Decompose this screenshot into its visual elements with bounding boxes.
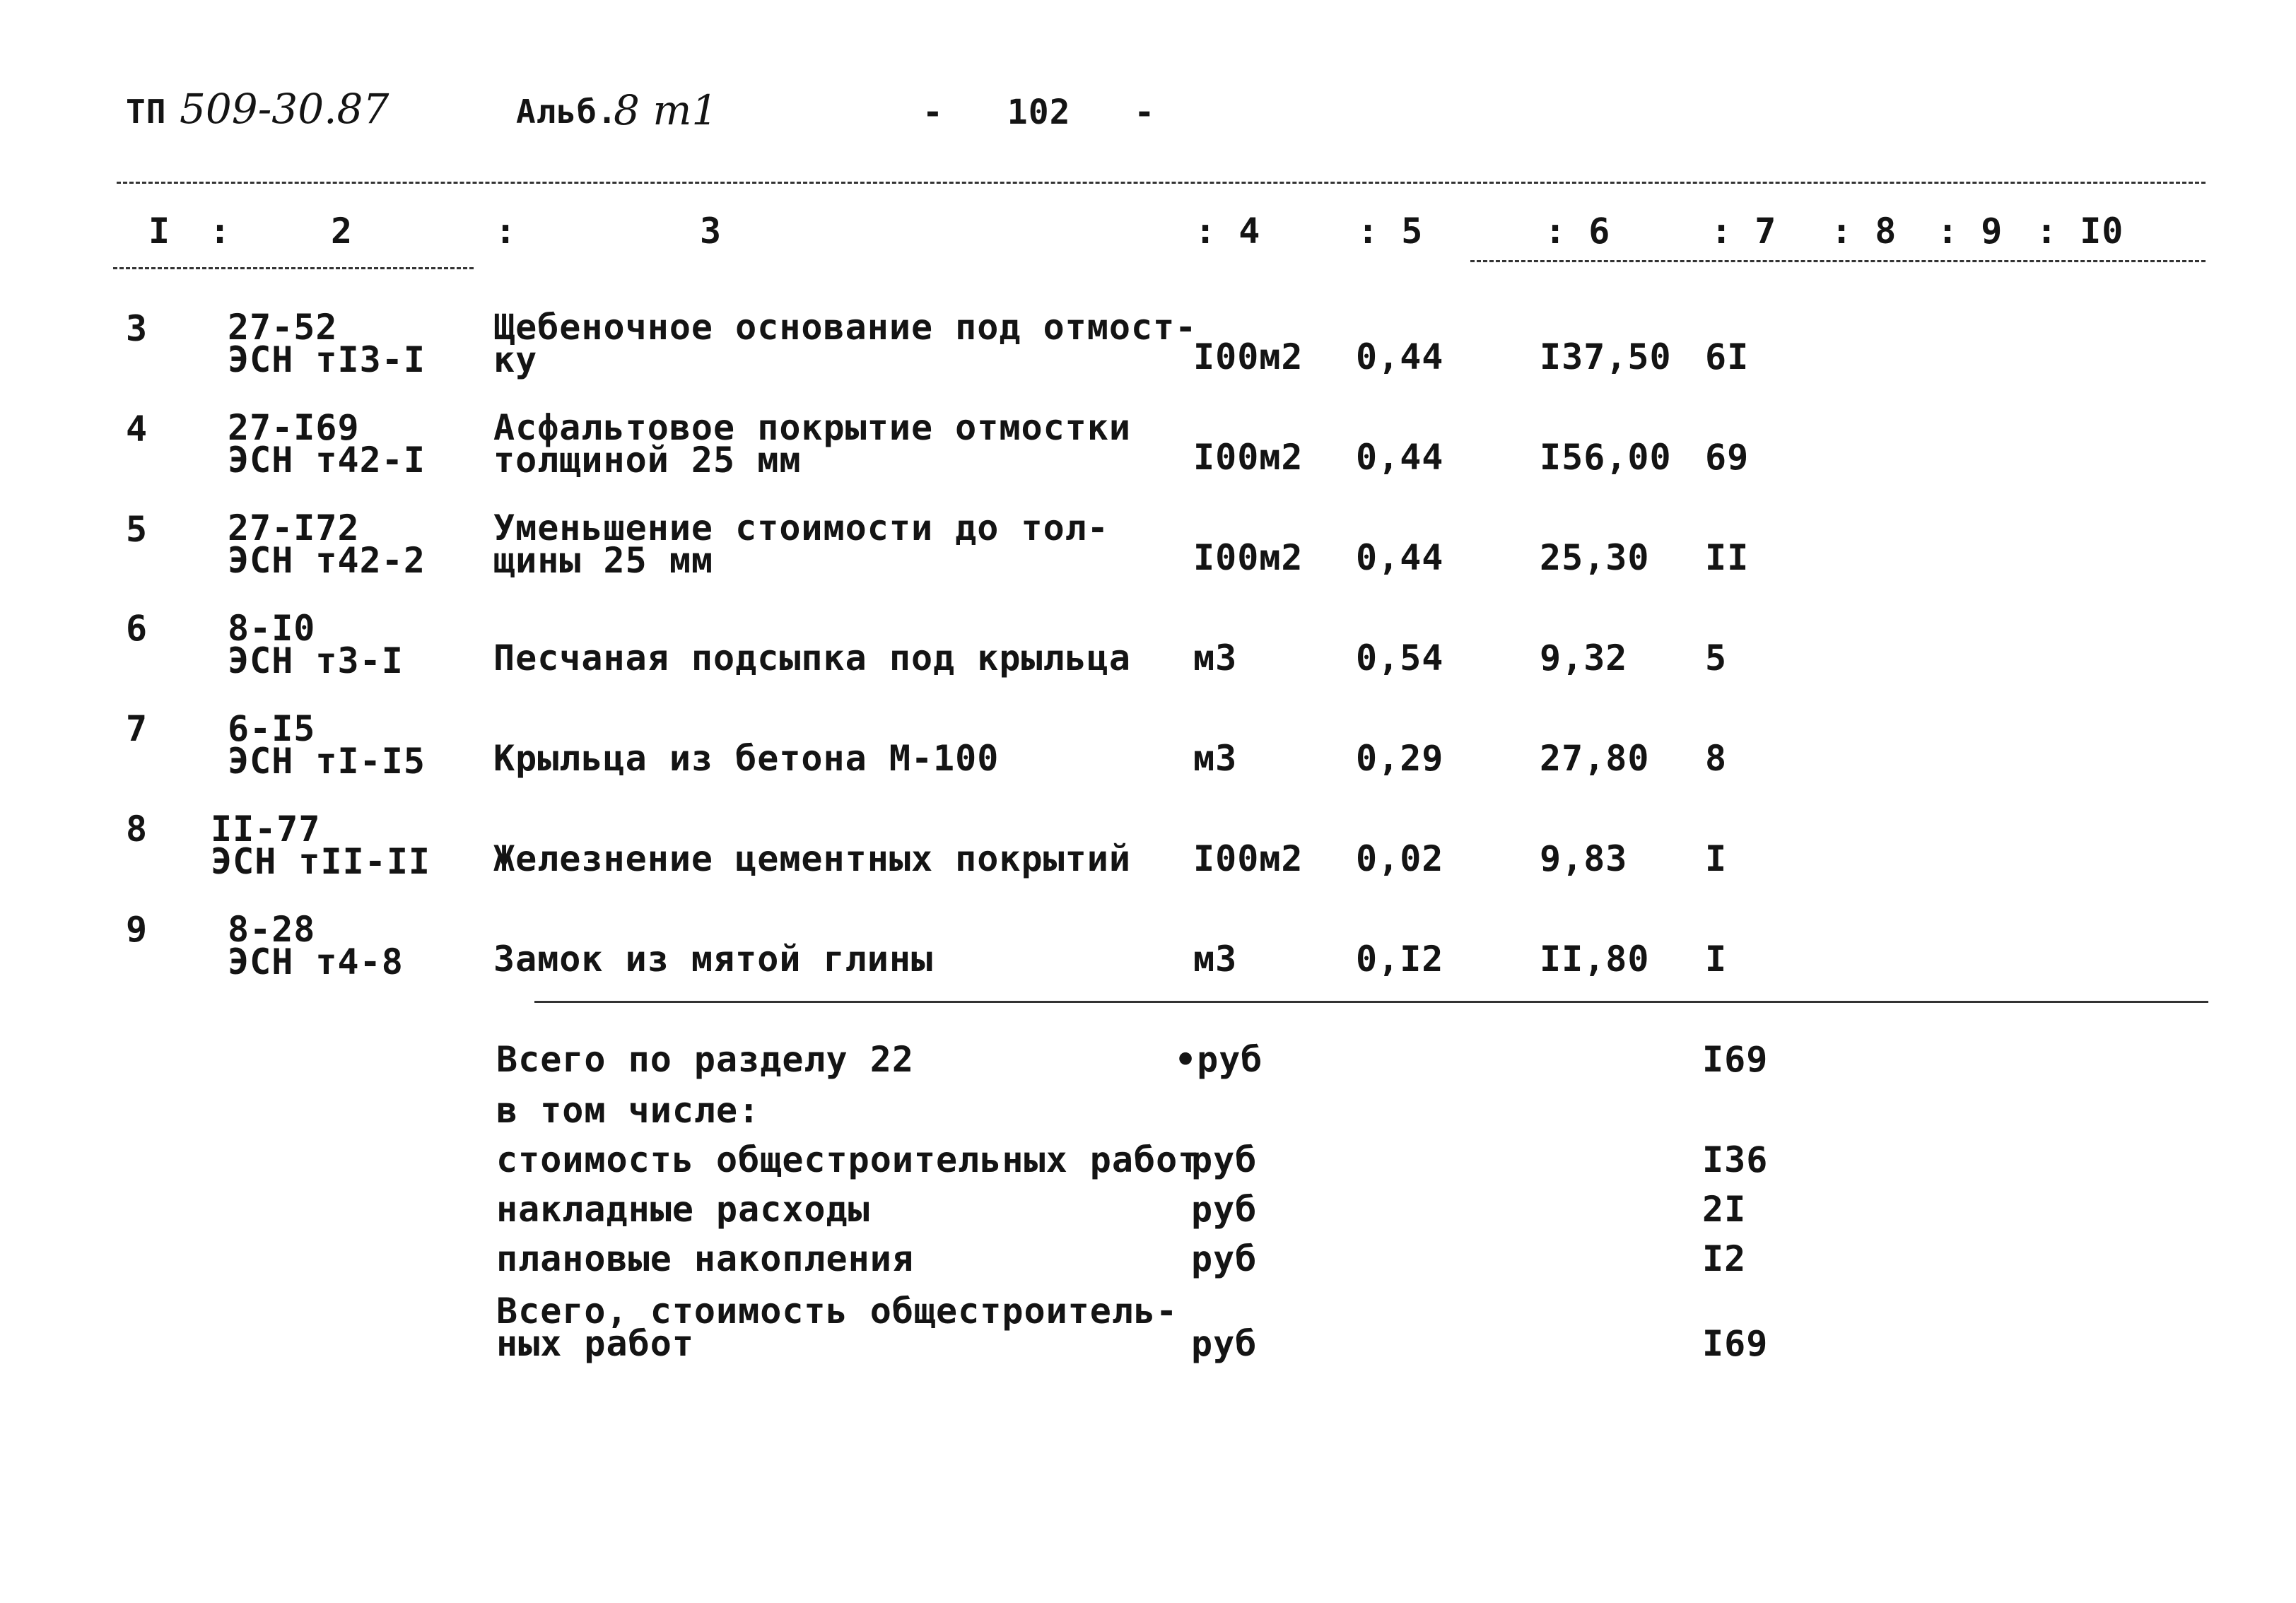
row-description — [493, 507, 1109, 581]
row-description-line2: толщиной 25 мм — [493, 440, 802, 481]
row-description: Замок из мятой глины — [493, 939, 934, 980]
summary-label: плановые накопления — [496, 1238, 914, 1279]
row-code-line2: ЭСН т42-I — [228, 440, 426, 481]
album-prefix: Альб. — [516, 93, 618, 131]
row-quantity: 0,02 — [1356, 838, 1444, 879]
row-code-line1: II-77 — [211, 809, 321, 850]
column-header-5: : 5 — [1357, 211, 1424, 252]
row-code-line2: ЭСН т42-2 — [228, 540, 426, 581]
row-unit-price: I56,00 — [1540, 437, 1672, 478]
summary-label: Всего по разделу 22 — [496, 1039, 914, 1080]
row-description-line2: щины 25 мм — [493, 540, 714, 581]
row-description: Железнение цементных покрытий — [493, 838, 1131, 879]
row-code-line2: ЭСН т3-I — [228, 640, 404, 681]
tp-prefix: ТП — [126, 93, 167, 131]
row-quantity: 0,I2 — [1356, 939, 1444, 980]
row-code — [228, 407, 426, 481]
row-unit-price: 25,30 — [1540, 537, 1650, 578]
row-code — [228, 608, 404, 681]
column-separator: : — [209, 211, 232, 252]
row-total: 69 — [1705, 437, 1750, 478]
summary-value: I69 — [1702, 1323, 1769, 1364]
column-header-7: : 7 — [1711, 211, 1777, 252]
row-code — [228, 708, 426, 782]
summary-rule — [534, 1001, 2208, 1003]
header-top-rule — [117, 182, 2206, 184]
row-unit: м3 — [1193, 939, 1238, 980]
row-description — [493, 407, 1131, 481]
summary-unit: руб — [1191, 1323, 1258, 1364]
row-description-line1: Уменьшение стоимости до тол- — [493, 507, 1109, 548]
summary-unit: •руб — [1175, 1039, 1263, 1080]
row-code-line1: 27-I69 — [228, 407, 360, 448]
row-number: 9 — [126, 909, 148, 950]
row-code-line1: 8-I0 — [228, 608, 316, 649]
summary-unit: руб — [1191, 1238, 1258, 1279]
summary-label-line2: ных работ — [496, 1323, 694, 1364]
row-number: 4 — [126, 409, 148, 450]
column-header-3: 3 — [700, 211, 722, 252]
row-number: 6 — [126, 608, 148, 649]
row-unit: м3 — [1193, 738, 1238, 779]
row-code-line1: 8-28 — [228, 909, 316, 950]
row-code-line1: 27-52 — [228, 307, 338, 348]
summary-unit: руб — [1191, 1189, 1258, 1230]
row-description: Песчаная подсыпка под крыльца — [493, 638, 1131, 679]
row-code-line1: 6-I5 — [228, 708, 316, 749]
summary-label: стоимость общестроительных работ — [496, 1139, 1200, 1180]
summary-value: I36 — [1702, 1139, 1769, 1180]
row-unit-price: 9,83 — [1540, 838, 1628, 879]
row-total: 6I — [1705, 336, 1750, 377]
column-header-10: : I0 — [2036, 211, 2124, 252]
row-number: 8 — [126, 809, 148, 850]
row-code-line2: ЭСН т4-8 — [228, 941, 404, 982]
row-unit-price: I37,50 — [1540, 336, 1672, 377]
row-code — [211, 809, 431, 882]
row-unit-price: II,80 — [1540, 939, 1650, 980]
row-unit-price: 9,32 — [1540, 638, 1628, 679]
row-unit: I00м2 — [1193, 336, 1304, 377]
summary-label: в том числе: — [496, 1090, 761, 1131]
summary-label — [496, 1291, 1178, 1364]
row-quantity: 0,44 — [1356, 336, 1444, 377]
header-bottom-rule-left — [113, 267, 474, 269]
column-header-6: : 6 — [1545, 211, 1611, 252]
row-quantity: 0,44 — [1356, 437, 1444, 478]
row-total: II — [1705, 537, 1750, 578]
row-code-line1: 27-I72 — [228, 507, 360, 548]
summary-label: накладные расходы — [496, 1189, 870, 1230]
row-code — [228, 909, 404, 982]
album-number: 8 т1 — [614, 86, 718, 134]
row-description — [493, 307, 1197, 380]
column-header-8: : 8 — [1831, 211, 1897, 252]
row-code — [228, 507, 426, 581]
row-unit: I00м2 — [1193, 537, 1304, 578]
row-unit: I00м2 — [1193, 838, 1304, 879]
column-header-4: : 4 — [1195, 211, 1261, 252]
row-unit-price: 27,80 — [1540, 738, 1650, 779]
row-quantity: 0,29 — [1356, 738, 1444, 779]
tp-number: 509-30.87 — [180, 85, 390, 133]
row-description-line2: ку — [493, 339, 538, 380]
row-description: Крыльца из бетона М-100 — [493, 738, 1000, 779]
summary-value: 2I — [1702, 1189, 1747, 1230]
row-unit: I00м2 — [1193, 437, 1304, 478]
row-quantity: 0,44 — [1356, 537, 1444, 578]
row-quantity: 0,54 — [1356, 638, 1444, 679]
row-code-line2: ЭСН тI3-I — [228, 339, 426, 380]
row-total: 5 — [1705, 638, 1728, 679]
header-bottom-rule-right — [1470, 260, 2206, 262]
row-number: 5 — [126, 509, 148, 550]
row-code-line2: ЭСН тII-II — [211, 841, 431, 882]
column-separator: : — [495, 211, 517, 252]
page-number: - 102 - — [922, 93, 1156, 132]
row-number: 3 — [126, 308, 148, 349]
summary-value: I2 — [1702, 1238, 1747, 1279]
row-total: I — [1705, 838, 1728, 879]
row-total: I — [1705, 939, 1728, 980]
column-header-2: 2 — [331, 211, 353, 252]
column-header-1: I — [148, 211, 171, 252]
summary-value: I69 — [1702, 1039, 1769, 1080]
row-unit: м3 — [1193, 638, 1238, 679]
row-number: 7 — [126, 708, 148, 749]
row-total: 8 — [1705, 738, 1728, 779]
row-code-line2: ЭСН тI-I5 — [228, 741, 426, 782]
summary-unit: руб — [1191, 1139, 1258, 1180]
summary-label-line1: Всего, стоимость общестроитель- — [496, 1291, 1178, 1332]
row-description-line1: Щебеночное основание под отмост- — [493, 307, 1197, 348]
column-header-9: : 9 — [1937, 211, 2003, 252]
row-description-line1: Асфальтовое покрытие отмостки — [493, 407, 1131, 448]
row-code — [228, 307, 426, 380]
